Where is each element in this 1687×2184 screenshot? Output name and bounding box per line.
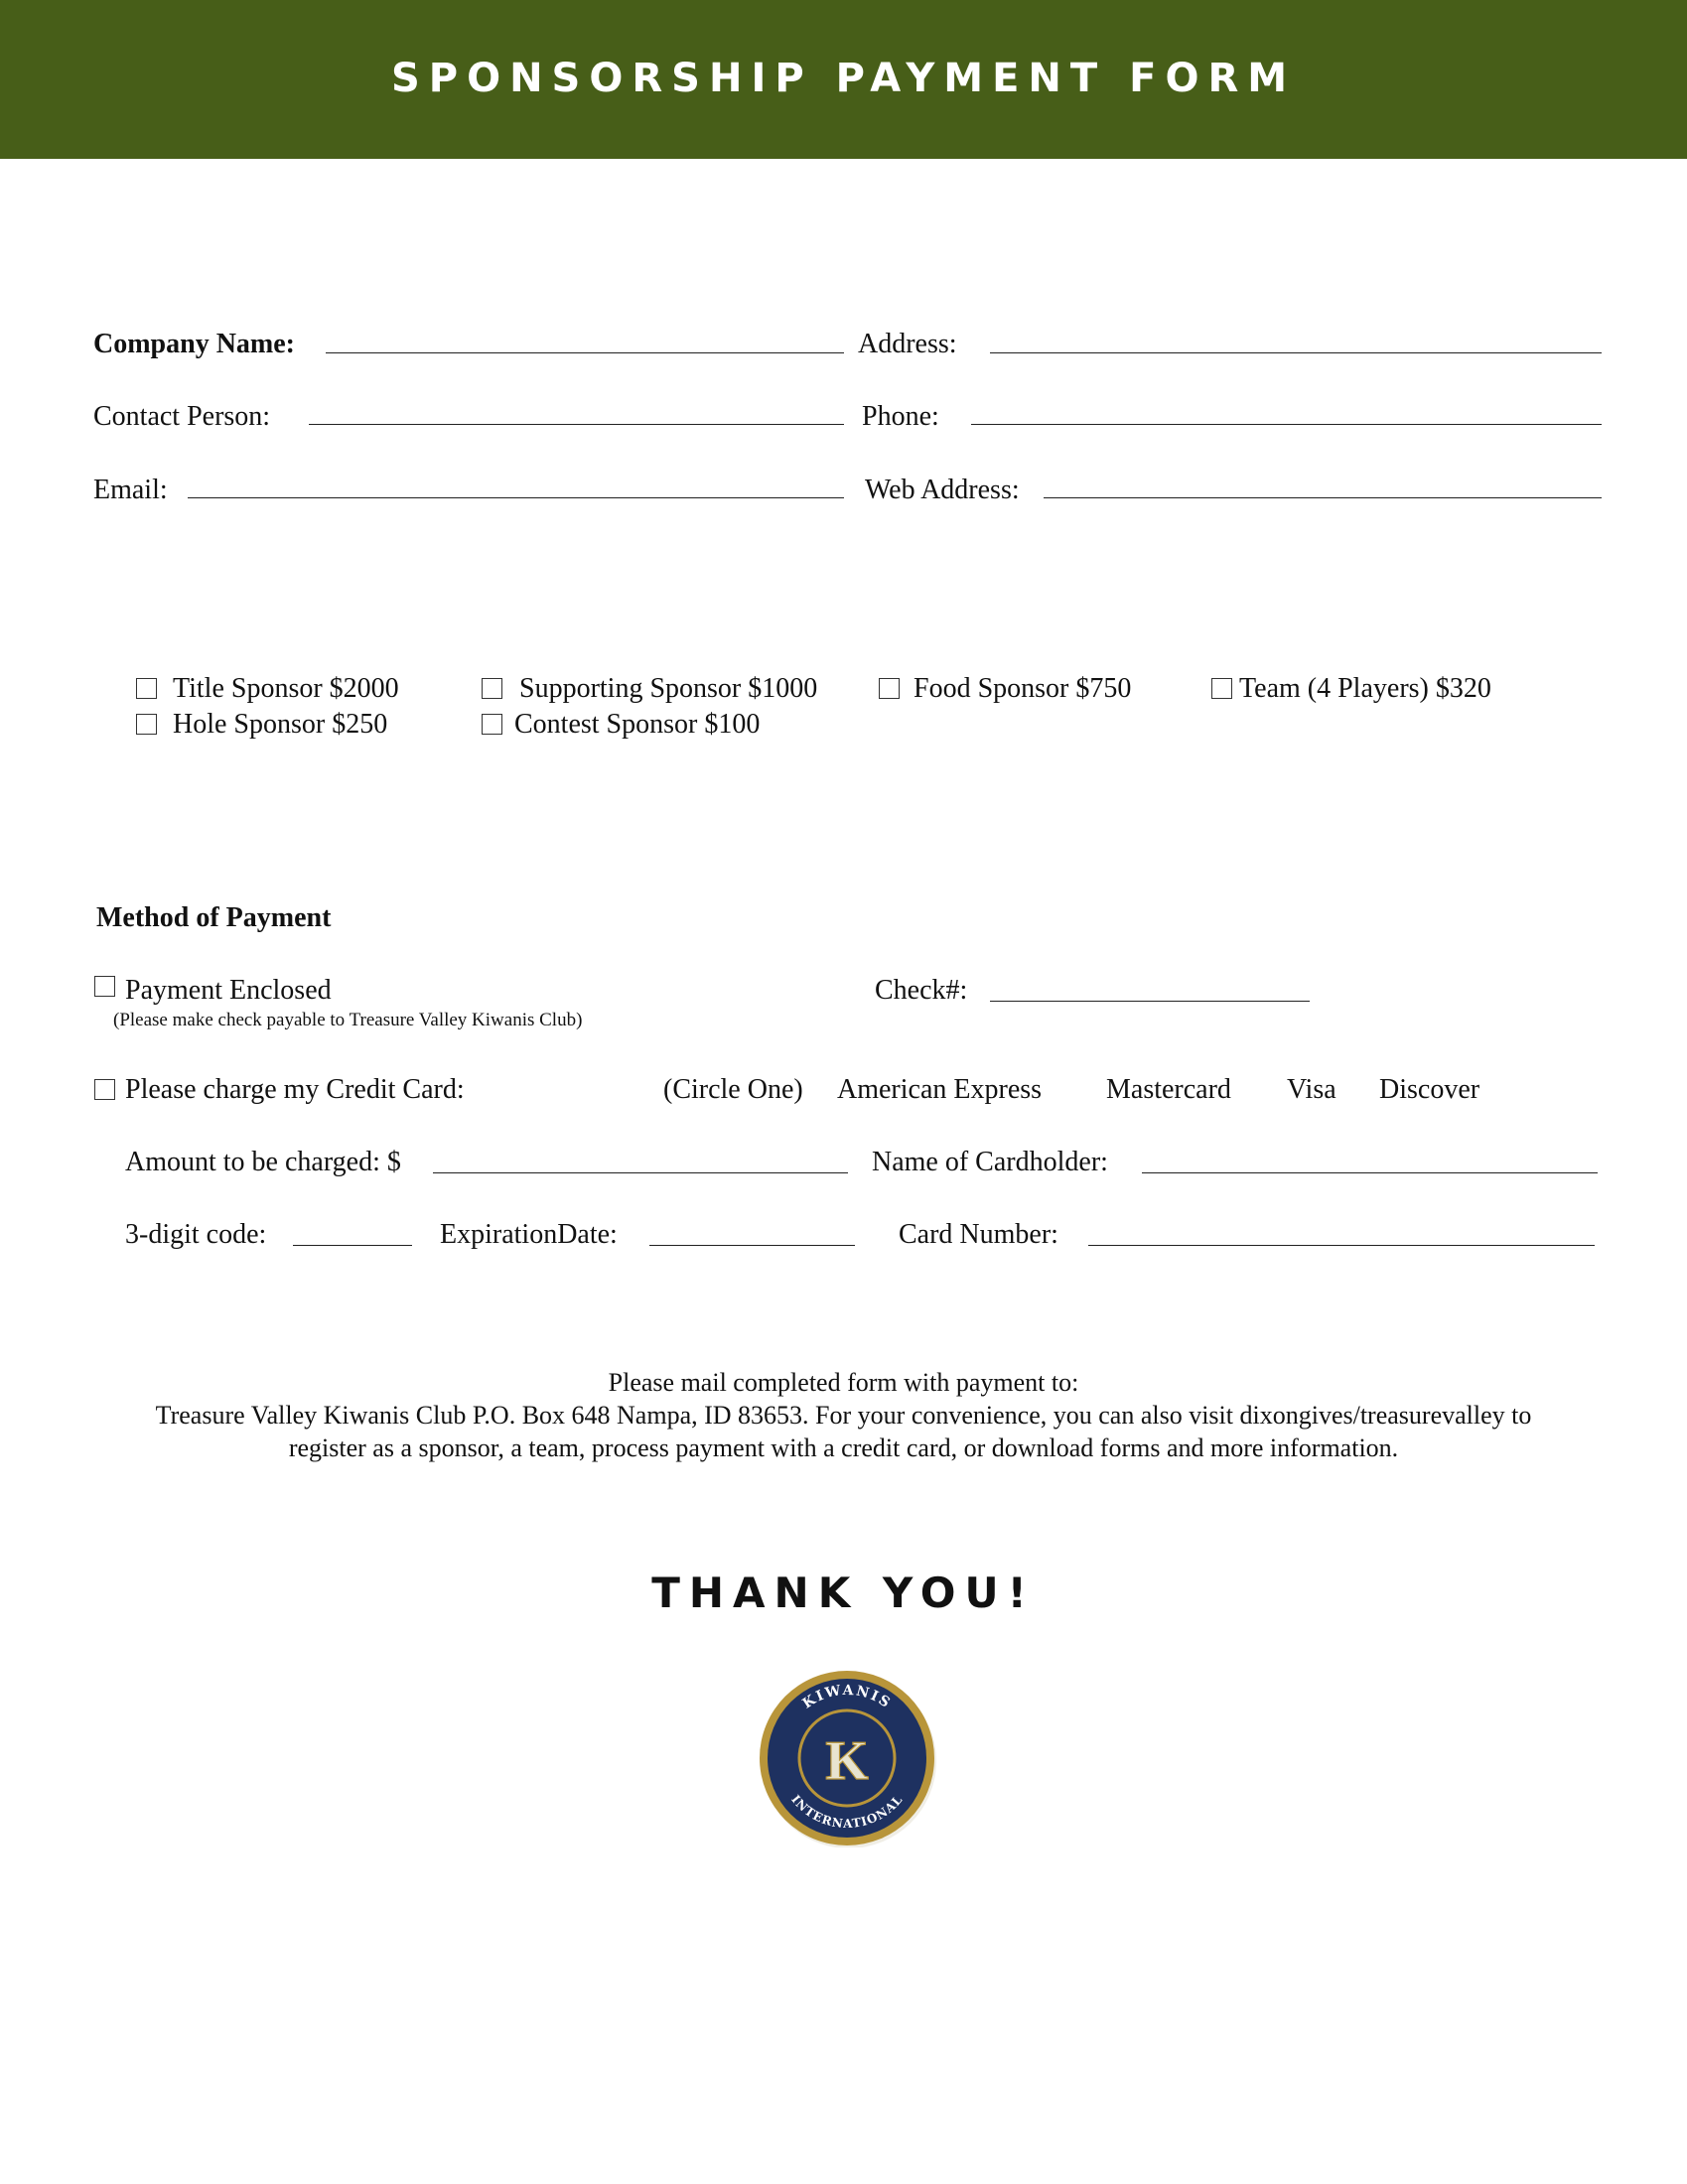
title-sponsor-checkbox[interactable] — [136, 678, 157, 699]
thank-you-heading: THANK YOU! — [651, 1569, 1036, 1617]
circle-one-label: (Circle One) — [663, 1074, 803, 1105]
card-option-amex[interactable]: American Express — [837, 1074, 1043, 1105]
team-label: Team (4 Players) $320 — [1239, 673, 1491, 704]
mail-instruction: Please mail completed form with payment to: — [608, 1368, 1079, 1397]
mail-info: register as a sponsor, a team, process payment with a credit card, or download forms and more information. — [288, 1433, 1399, 1462]
credit-card-checkbox[interactable] — [94, 1079, 115, 1100]
credit-card-label: Please charge my Credit Card: — [125, 1074, 465, 1105]
logo-top-text: KIWANIS — [799, 1682, 895, 1712]
check-number-field[interactable] — [990, 1001, 1310, 1002]
payment-enclosed-label: Payment Enclosed — [125, 975, 332, 1006]
contact-person-label: Contact Person: — [93, 401, 271, 432]
phone-label: Phone: — [862, 401, 939, 432]
amount-field[interactable] — [433, 1172, 848, 1173]
card-option-visa[interactable]: Visa — [1287, 1074, 1336, 1105]
company-name-field[interactable] — [326, 352, 844, 353]
web-address-label: Web Address: — [865, 475, 1020, 505]
phone-field[interactable] — [971, 424, 1602, 425]
food-sponsor-label: Food Sponsor $750 — [914, 673, 1132, 704]
cardholder-field[interactable] — [1142, 1172, 1598, 1173]
mail-address: Treasure Valley Kiwanis Club P.O. Box 648 Nampa, ID 83653. For your convenience, you can also visit dixongives/treasurevalley to — [155, 1401, 1532, 1430]
hole-sponsor-checkbox[interactable] — [136, 714, 157, 735]
payment-enclosed-checkbox[interactable] — [94, 976, 115, 997]
method-of-payment-heading: Method of Payment — [96, 902, 332, 933]
hole-sponsor-label: Hole Sponsor $250 — [173, 709, 388, 740]
email-label: Email: — [93, 475, 168, 505]
cardholder-label: Name of Cardholder: — [872, 1147, 1108, 1177]
address-label: Address: — [858, 329, 957, 359]
web-address-field[interactable] — [1044, 497, 1602, 498]
security-code-field[interactable] — [293, 1245, 412, 1246]
page-title: SPONSORSHIP PAYMENT FORM — [390, 56, 1297, 101]
email-field[interactable] — [188, 497, 844, 498]
security-code-label: 3-digit code: — [125, 1219, 267, 1250]
logo-letter: K — [825, 1730, 869, 1792]
logo-bottom-text: INTERNATIONAL — [788, 1792, 906, 1832]
card-option-mastercard[interactable]: Mastercard — [1106, 1074, 1231, 1105]
card-number-field[interactable] — [1088, 1245, 1595, 1246]
address-field[interactable] — [990, 352, 1602, 353]
food-sponsor-checkbox[interactable] — [879, 678, 900, 699]
contest-sponsor-label: Contest Sponsor $100 — [514, 709, 761, 740]
amount-label: Amount to be charged: $ — [125, 1147, 401, 1177]
card-number-label: Card Number: — [899, 1219, 1058, 1250]
team-checkbox[interactable] — [1211, 678, 1232, 699]
expiration-field[interactable] — [649, 1245, 855, 1246]
card-option-discover[interactable]: Discover — [1379, 1074, 1480, 1105]
contact-person-field[interactable] — [309, 424, 844, 425]
company-name-label: Company Name: — [93, 329, 295, 359]
check-number-label: Check#: — [875, 975, 968, 1006]
expiration-label: ExpirationDate: — [440, 1219, 618, 1250]
supporting-sponsor-checkbox[interactable] — [482, 678, 502, 699]
check-payable-note: (Please make check payable to Treasure Valley Kiwanis Club) — [113, 1010, 583, 1030]
contest-sponsor-checkbox[interactable] — [482, 714, 502, 735]
supporting-sponsor-label: Supporting Sponsor $1000 — [519, 673, 818, 704]
kiwanis-logo — [758, 1669, 936, 1847]
title-sponsor-label: Title Sponsor $2000 — [173, 673, 399, 704]
